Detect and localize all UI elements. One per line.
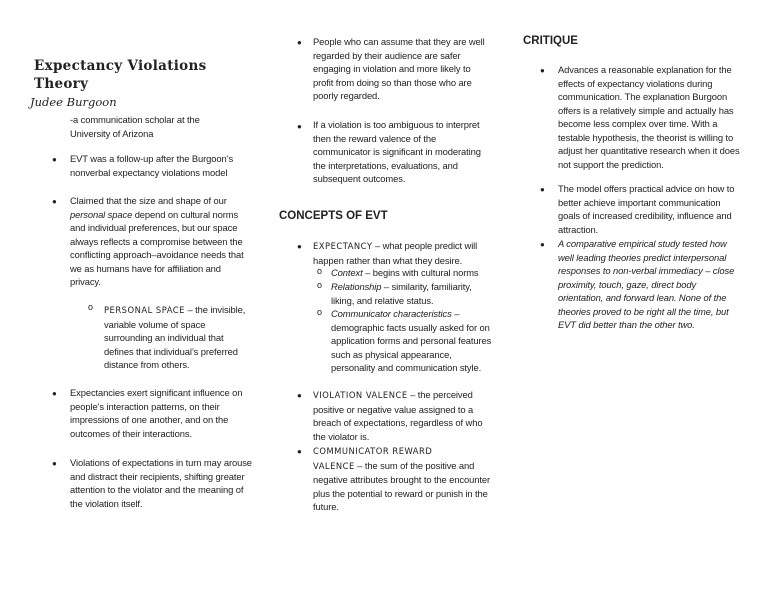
- bullet-icon: ●: [52, 155, 57, 164]
- list-item: A comparative empirical study tested how well leading theories predict interpersonal responses to non-verbal immediacy – close proximity, touch, gaze, direct body orientation, and forward lean. None of the theories proved to be right all the time, but EVT did better than the other two.: [558, 238, 735, 330]
- term-label: Relationship: [331, 281, 382, 292]
- bullet-icon: ●: [297, 447, 302, 456]
- bullet-icon: ●: [540, 240, 545, 249]
- list-item: Expectancies exert significant influence on people’s interaction patterns, on their impressions of one another, and on the outcomes of their interactions.: [70, 387, 243, 439]
- list-item: The model offers practical advice on how to better achieve important communication goals of increased credibility, influence and attraction.: [558, 183, 735, 235]
- term-label: EXPECTANCY: [313, 241, 373, 251]
- list-item: EVT was a follow-up after the Burgoon’s nonverbal expectancy violations model: [70, 153, 234, 178]
- term-definition: – demographic facts usually asked for on application forms and personal features such as physical appearance, personality and communication style.: [331, 308, 492, 373]
- term-definition: – similarity, familiarity, liking, and relative status.: [331, 281, 472, 306]
- term-definition: – the perceived positive or negative value assigned to a breach of expectations, regardless of who the violator is.: [313, 389, 483, 442]
- term-definition: – what people predict will happen rather than what they desire.: [313, 240, 478, 266]
- bullet-icon: ●: [297, 391, 302, 400]
- section-heading: CONCEPTS OF EVT: [279, 210, 388, 222]
- list-item: If a violation is too ambiguous to interpret then the reward valence of the communicator is significant in moderating the interpretations, evaluations, and subsequent outcomes.: [313, 119, 481, 184]
- term-definition: – begins with cultural norms: [362, 267, 479, 278]
- list-item: Advances a reasonable explanation for the effects of expectancy violations during communication. The explanation Burgoon offers is a relatively simple and actually has become less complex over time. With a testable hypothesis, the theorist is willing to adjust her quantitative research when it does not support the prediction.: [558, 64, 740, 170]
- term-definition: – the sum of the positive and negative attributes brought to the encounter plus the potential to reward or punish in the future.: [313, 459, 490, 512]
- concept-item: [313, 444, 493, 514]
- concept-item: [313, 239, 493, 267]
- text-run: depend on cultural norms and individual preferences, but our space always reflects a compromise between the conflicting approach–avoidance needs that we as humans have for affiliation and privacy.: [70, 208, 244, 287]
- sub-list-item: [331, 280, 493, 307]
- concept-item: [313, 388, 493, 443]
- bullet-icon: ●: [540, 185, 545, 194]
- bullet-icon: ●: [52, 197, 57, 206]
- section-heading: CRITIQUE: [523, 35, 578, 47]
- author-description: -a communication scholar at the University of Arizona: [70, 114, 200, 139]
- page-title: Expectancy Violations Theory: [34, 58, 207, 92]
- bullet-icon: ●: [52, 389, 57, 398]
- term-definition: – the invisible, variable volume of space surrounding an individual that defines that individual’s preferred distance from others.: [104, 304, 246, 370]
- term-label: Context: [331, 267, 363, 278]
- bullet-icon: ●: [297, 242, 302, 251]
- bullet-icon: ●: [52, 459, 57, 468]
- sub-bullet-icon: o: [317, 307, 323, 317]
- list-item: People who can assume that they are well regarded by their audience are safer engaging in violation and more likely to profit from doing so than those who are poorly regarded.: [313, 36, 485, 101]
- term-label: VIOLATION VALENCE: [313, 390, 408, 400]
- bullet-icon: ●: [297, 38, 302, 47]
- term-label: PERSONAL SPACE: [104, 305, 185, 315]
- sub-list-item: [331, 266, 493, 280]
- sub-list-item: [104, 303, 254, 372]
- term-label: Communicator characteristics: [331, 308, 452, 319]
- bullet-icon: ●: [297, 122, 302, 131]
- list-item: Violations of expectations in turn may arouse and distract their recipients, shifting greater attention to the violator and the meaning of the violation itself.: [70, 457, 252, 509]
- term-label: COMMUNICATOR REWARD: [313, 446, 433, 456]
- text-run: Claimed that the size and shape of our: [70, 195, 227, 206]
- term-label: VALENCE: [313, 460, 355, 471]
- sub-list-item: [331, 307, 493, 375]
- emphasis-term: personal space: [70, 208, 133, 220]
- sub-bullet-icon: o: [317, 266, 323, 276]
- sub-bullet-icon: o: [88, 302, 94, 312]
- list-item: [70, 194, 254, 289]
- author-name: Judee Burgoon: [30, 95, 117, 109]
- bullet-icon: ●: [540, 66, 545, 75]
- sub-bullet-icon: o: [317, 280, 323, 290]
